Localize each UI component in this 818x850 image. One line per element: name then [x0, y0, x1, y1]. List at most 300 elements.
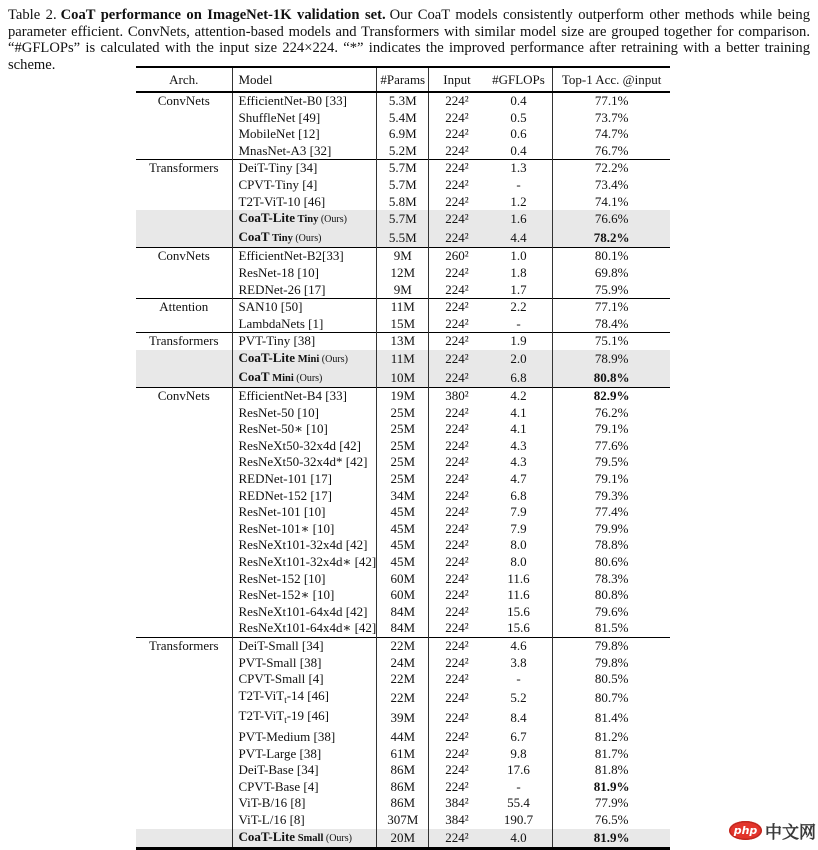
model-cell: ResNeXt101-32x4d [42] [232, 537, 377, 554]
table-row [136, 655, 670, 672]
model-name-segment: (Ours) [318, 214, 347, 226]
watermark [729, 818, 816, 843]
table-row [136, 671, 670, 688]
model-cell: LambdaNets [1] [232, 316, 377, 333]
arch-cell [136, 521, 232, 538]
arch-cell [136, 746, 232, 763]
model-name-segment: -19 [46] [286, 708, 329, 724]
model-cell: EfficientNet-B0 [33] [232, 92, 377, 110]
arch-cell [136, 229, 232, 248]
arch-cell [136, 554, 232, 571]
model-cell [232, 229, 377, 248]
arch-cell [136, 762, 232, 779]
accuracy-cell: 81.9% [553, 829, 670, 849]
params-cell: 44M [377, 729, 429, 746]
model-name-segment: CoaT [238, 368, 270, 384]
model-cell: ResNeXt101-64x4d [42] [232, 604, 377, 621]
table-row [136, 521, 670, 538]
model-cell: ShuffleNet [49] [232, 110, 377, 127]
arch-cell: ConvNets [136, 92, 232, 110]
accuracy-cell: 76.7% [594, 142, 629, 158]
input-cell: 224² [429, 210, 485, 229]
table-row [136, 210, 670, 229]
model-name-segment: CoaT-Lite [238, 349, 296, 365]
input-cell: 224² [445, 404, 469, 420]
table-row [136, 299, 670, 316]
arch-cell: Attention [136, 299, 232, 316]
input-cell: 224² [445, 520, 469, 536]
gflops-cell: 1.0 [485, 248, 553, 265]
model-cell: MnasNet-A3 [32] [232, 143, 377, 160]
params-cell: 86M [377, 795, 429, 812]
input-cell: 224² [445, 504, 469, 520]
gflops-cell: 15.6 [485, 620, 553, 637]
model-cell: REDNet-152 [17] [232, 488, 377, 505]
arch-cell [136, 316, 232, 333]
arch-cell [136, 729, 232, 746]
accuracy-cell: 81.5% [594, 620, 629, 636]
accuracy-cell: 80.8% [553, 369, 670, 388]
gflops-cell: 8.0 [485, 537, 553, 554]
table-row [136, 160, 670, 177]
model-name-segment: CoaT-Lite [238, 828, 296, 844]
arch-cell: Transformers [136, 638, 232, 655]
gflops-cell: - [485, 671, 553, 688]
table-row [136, 126, 670, 143]
params-cell: 45M [377, 554, 429, 571]
table-row [136, 405, 670, 422]
model-cell: ResNet-50∗ [10] [232, 421, 377, 438]
table-row [136, 194, 670, 211]
model-cell: ViT-L/16 [8] [232, 812, 377, 829]
model-cell: PVT-Tiny [38] [232, 333, 377, 350]
params-cell: 9M [377, 282, 429, 299]
model-name-segment: Tiny [269, 232, 293, 244]
gflops-cell: 4.0 [485, 829, 553, 849]
model-cell: ResNeXt101-32x4d∗ [42] [232, 554, 377, 571]
arch-cell [136, 282, 232, 299]
table-row [136, 177, 670, 194]
gflops-cell: 17.6 [485, 762, 553, 779]
accuracy-cell: 80.6% [594, 554, 629, 570]
model-name-segment: (Ours) [293, 372, 323, 384]
model-name-segment: Mini [269, 372, 294, 384]
model-cell: ResNet-18 [10] [232, 265, 377, 282]
gflops-cell: 4.6 [485, 638, 553, 655]
accuracy-cell: 80.8% [594, 587, 629, 603]
table-row [136, 92, 670, 110]
table-header [136, 67, 670, 92]
accuracy-cell: 79.3% [594, 487, 629, 503]
accuracy-cell: 79.1% [594, 421, 629, 437]
input-cell: 224² [445, 109, 469, 125]
arch-cell [136, 604, 232, 621]
model-name-segment: t [284, 715, 287, 726]
arch-cell [136, 779, 232, 796]
gflops-cell: 11.6 [485, 571, 553, 588]
gflops-cell: 55.4 [485, 795, 553, 812]
input-cell: 384² [445, 795, 469, 811]
model-name-segment: Small [295, 832, 324, 844]
watermark-cn-text: 中文网 [765, 823, 816, 843]
params-cell: 25M [377, 454, 429, 471]
accuracy-cell: 76.2% [594, 404, 629, 420]
arch-cell [136, 126, 232, 143]
accuracy-cell: 73.7% [594, 109, 629, 125]
input-cell: 224² [445, 421, 469, 437]
params-cell: 11M [377, 299, 429, 316]
arch-cell [136, 537, 232, 554]
table-row [136, 248, 670, 265]
col-header-input: Input [429, 67, 485, 92]
model-cell [232, 369, 377, 388]
accuracy-cell: 81.7% [594, 745, 629, 761]
params-cell: 45M [377, 521, 429, 538]
arch-cell [136, 812, 232, 829]
arch-cell [136, 488, 232, 505]
input-cell: 224² [445, 728, 469, 744]
model-cell [232, 688, 377, 709]
params-cell: 25M [377, 471, 429, 488]
model-name-segment: -14 [46] [286, 687, 329, 703]
accuracy-cell: 78.4% [594, 315, 629, 331]
input-cell: 224² [445, 454, 469, 470]
input-cell: 224² [429, 299, 485, 316]
model-name-segment: Tiny [295, 214, 319, 226]
table-row [136, 454, 670, 471]
accuracy-cell: 79.9% [594, 520, 629, 536]
model-cell: PVT-Small [38] [232, 655, 377, 672]
input-cell: 260² [429, 248, 485, 265]
arch-cell [136, 708, 232, 729]
gflops-cell: 7.9 [485, 504, 553, 521]
accuracy-cell: 78.9% [553, 350, 670, 369]
gflops-cell: 1.8 [485, 265, 553, 282]
table-row [136, 369, 670, 388]
gflops-cell: 1.6 [485, 210, 553, 229]
accuracy-cell: 79.6% [594, 603, 629, 619]
table-row [136, 729, 670, 746]
table-row [136, 746, 670, 763]
arch-cell: Transformers [136, 160, 232, 177]
arch-cell [136, 350, 232, 369]
gflops-cell: 1.3 [485, 160, 553, 177]
arch-cell [136, 471, 232, 488]
params-cell: 60M [377, 587, 429, 604]
input-cell: 224² [445, 487, 469, 503]
table-row [136, 504, 670, 521]
gflops-cell: 0.5 [485, 110, 553, 127]
caption-label: Table 2. [8, 7, 57, 23]
gflops-cell: 0.4 [485, 92, 553, 110]
header-row [136, 67, 670, 92]
input-cell: 224² [445, 570, 469, 586]
table-row [136, 488, 670, 505]
col-header-top1acc: Top-1 Acc. @input [553, 67, 670, 92]
gflops-cell: 190.7 [485, 812, 553, 829]
params-cell: 60M [377, 571, 429, 588]
accuracy-cell: 78.8% [594, 537, 629, 553]
gflops-cell: - [485, 177, 553, 194]
params-cell: 22M [377, 638, 429, 655]
model-cell: MobileNet [12] [232, 126, 377, 143]
params-cell: 84M [377, 604, 429, 621]
col-header-params: #Params [377, 67, 429, 92]
arch-cell: Transformers [136, 333, 232, 350]
input-cell: 224² [445, 93, 469, 108]
params-cell: 39M [377, 708, 429, 729]
params-cell: 45M [377, 504, 429, 521]
model-cell: ResNet-101 [10] [232, 504, 377, 521]
table-row [136, 333, 670, 350]
arch-cell [136, 177, 232, 194]
model-cell: ResNeXt50-32x4d* [42] [232, 454, 377, 471]
arch-cell [136, 620, 232, 637]
accuracy-cell: 77.1% [553, 299, 670, 316]
model-name-segment: T2T-ViT [238, 687, 285, 703]
model-cell: CPVT-Small [4] [232, 671, 377, 688]
gflops-cell: 4.1 [485, 405, 553, 422]
table-row [136, 829, 670, 849]
model-cell: ResNet-152∗ [10] [232, 587, 377, 604]
model-cell: DeiT-Tiny [34] [232, 160, 377, 177]
arch-cell: ConvNets [136, 388, 232, 405]
params-cell: 19M [377, 388, 429, 405]
arch-cell [136, 504, 232, 521]
params-cell: 86M [377, 779, 429, 796]
col-header-gflops: #GFLOPs [485, 67, 553, 92]
table-row [136, 265, 670, 282]
input-cell: 380² [429, 388, 485, 405]
input-cell: 224² [445, 193, 469, 209]
arch-cell [136, 587, 232, 604]
table-row [136, 350, 670, 369]
input-cell: 224² [429, 229, 485, 248]
arch-cell [136, 421, 232, 438]
accuracy-cell: 77.9% [594, 795, 629, 811]
accuracy-cell: 79.8% [594, 654, 629, 670]
model-name-segment: Mini [295, 353, 320, 365]
accuracy-cell: 80.1% [553, 248, 670, 265]
model-name-segment: (Ours) [292, 232, 322, 244]
params-cell: 11M [377, 350, 429, 369]
gflops-cell: 2.2 [485, 299, 553, 316]
accuracy-cell: 81.9% [593, 778, 630, 794]
params-cell: 5.2M [377, 143, 429, 160]
gflops-cell: 8.0 [485, 554, 553, 571]
accuracy-cell: 73.4% [594, 176, 629, 192]
table-row [136, 812, 670, 829]
model-cell: DeiT-Base [34] [232, 762, 377, 779]
accuracy-cell: 74.1% [594, 193, 629, 209]
gflops-cell: 11.6 [485, 587, 553, 604]
gflops-cell: 2.0 [485, 350, 553, 369]
input-cell: 224² [445, 554, 469, 570]
input-cell: 224² [445, 745, 469, 761]
results-table [136, 66, 670, 850]
table-row [136, 282, 670, 299]
arch-cell [136, 655, 232, 672]
gflops-cell: 4.7 [485, 471, 553, 488]
accuracy-cell: 80.5% [594, 671, 629, 687]
arch-cell [136, 405, 232, 422]
input-cell: 224² [445, 437, 469, 453]
arch-cell [136, 143, 232, 160]
table-row [136, 604, 670, 621]
table-row [136, 587, 670, 604]
php-logo-badge [729, 821, 762, 840]
params-cell: 6.9M [377, 126, 429, 143]
php-logo-text: php [733, 824, 758, 837]
arch-cell [136, 194, 232, 211]
input-cell: 224² [429, 333, 485, 350]
input-cell: 224² [445, 264, 469, 280]
input-cell: 224² [445, 778, 469, 794]
accuracy-cell: 76.5% [594, 811, 629, 827]
params-cell: 86M [377, 762, 429, 779]
table-row [136, 762, 670, 779]
params-cell: 12M [377, 265, 429, 282]
arch-cell [136, 571, 232, 588]
model-cell [232, 210, 377, 229]
arch-cell [136, 210, 232, 229]
table-row [136, 471, 670, 488]
gflops-cell: 1.7 [485, 282, 553, 299]
table-row [136, 638, 670, 655]
gflops-cell: - [485, 779, 553, 796]
gflops-cell: 4.3 [485, 454, 553, 471]
model-name-segment: CoaT [238, 228, 270, 244]
gflops-cell: 1.2 [485, 194, 553, 211]
model-cell: CPVT-Base [4] [232, 779, 377, 796]
gflops-cell: 0.6 [485, 126, 553, 143]
table-body [136, 92, 670, 849]
input-cell: 224² [445, 587, 469, 603]
model-name-segment: t [284, 694, 287, 705]
model-name-segment: T2T-ViT [238, 708, 285, 724]
arch-cell [136, 829, 232, 849]
accuracy-cell: 75.9% [594, 281, 629, 297]
input-cell: 224² [445, 762, 469, 778]
model-name-segment: (Ours) [323, 832, 352, 844]
params-cell: 25M [377, 421, 429, 438]
arch-cell [136, 265, 232, 282]
input-cell: 224² [445, 689, 469, 705]
arch-cell [136, 795, 232, 812]
input-cell: 224² [445, 620, 469, 636]
params-cell: 5.7M [377, 177, 429, 194]
model-cell [232, 708, 377, 729]
table-row [136, 229, 670, 248]
table-row [136, 779, 670, 796]
arch-cell [136, 438, 232, 455]
gflops-cell: 0.4 [485, 143, 553, 160]
accuracy-cell: 81.2% [594, 728, 629, 744]
gflops-cell: 4.1 [485, 421, 553, 438]
params-cell: 84M [377, 620, 429, 637]
input-cell: 224² [445, 654, 469, 670]
input-cell: 224² [445, 176, 469, 192]
input-cell: 224² [445, 315, 469, 331]
gflops-cell: 15.6 [485, 604, 553, 621]
table-row [136, 143, 670, 160]
gflops-cell: 8.4 [485, 708, 553, 729]
table-row [136, 708, 670, 729]
gflops-cell: 4.2 [485, 388, 553, 405]
accuracy-cell: 75.1% [553, 333, 670, 350]
model-cell: ResNet-152 [10] [232, 571, 377, 588]
caption-title: CoaT performance on ImageNet-1K validation set. [60, 7, 386, 23]
model-cell: SAN10 [50] [232, 299, 377, 316]
table-row [136, 620, 670, 637]
gflops-cell: 4.3 [485, 438, 553, 455]
table-row [136, 438, 670, 455]
accuracy-cell: 77.1% [594, 93, 629, 108]
table-caption [8, 7, 810, 73]
input-cell: 224² [445, 126, 469, 142]
col-header-arch: Arch. [136, 67, 232, 92]
params-cell: 5.8M [377, 194, 429, 211]
gflops-cell: 6.8 [485, 488, 553, 505]
input-cell: 224² [445, 471, 469, 487]
gflops-cell: 4.4 [485, 229, 553, 248]
model-cell: T2T-ViT-10 [46] [232, 194, 377, 211]
table-row [136, 421, 670, 438]
arch-cell [136, 671, 232, 688]
model-cell: PVT-Medium [38] [232, 729, 377, 746]
accuracy-cell: 79.5% [594, 454, 629, 470]
input-cell: 224² [429, 369, 485, 388]
accuracy-cell: 78.2% [553, 229, 670, 248]
params-cell: 24M [377, 655, 429, 672]
params-cell: 25M [377, 438, 429, 455]
input-cell: 224² [445, 603, 469, 619]
arch-cell [136, 688, 232, 709]
params-cell: 307M [377, 812, 429, 829]
gflops-cell: 5.2 [485, 688, 553, 709]
params-cell: 5.4M [377, 110, 429, 127]
params-cell: 20M [377, 829, 429, 849]
model-cell: ViT-B/16 [8] [232, 795, 377, 812]
accuracy-cell: 81.8% [594, 762, 629, 778]
params-cell: 22M [377, 671, 429, 688]
model-cell: ResNet-101∗ [10] [232, 521, 377, 538]
model-name-segment: (Ours) [319, 353, 348, 365]
params-cell: 5.7M [377, 210, 429, 229]
params-cell: 5.3M [377, 92, 429, 110]
arch-cell [136, 369, 232, 388]
params-cell: 22M [377, 688, 429, 709]
params-cell: 5.7M [377, 160, 429, 177]
model-cell [232, 829, 377, 849]
gflops-cell: 9.8 [485, 746, 553, 763]
table-row [136, 110, 670, 127]
model-cell: ResNeXt101-64x4d∗ [42] [232, 620, 377, 637]
input-cell: 224² [445, 710, 469, 726]
params-cell: 34M [377, 488, 429, 505]
arch-cell [136, 110, 232, 127]
arch-cell: ConvNets [136, 248, 232, 265]
input-cell: 224² [429, 350, 485, 369]
model-cell: REDNet-26 [17] [232, 282, 377, 299]
accuracy-cell: 80.7% [594, 689, 629, 705]
caption-body: Our CoaT models consistently outperform other methods while being parameter efficient. ConvNets, attention-based models and Transformers with similar model size are grouped together for comparison. “#GFLOPs” is calculated with the input size 224×224. “*” indicates the improved performance after retraining with a better training scheme. [8, 7, 811, 73]
accuracy-cell: 81.4% [594, 710, 629, 726]
model-name-segment: CoaT-Lite [238, 210, 296, 226]
model-cell [232, 350, 377, 369]
params-cell: 10M [377, 369, 429, 388]
input-cell: 224² [429, 829, 485, 849]
